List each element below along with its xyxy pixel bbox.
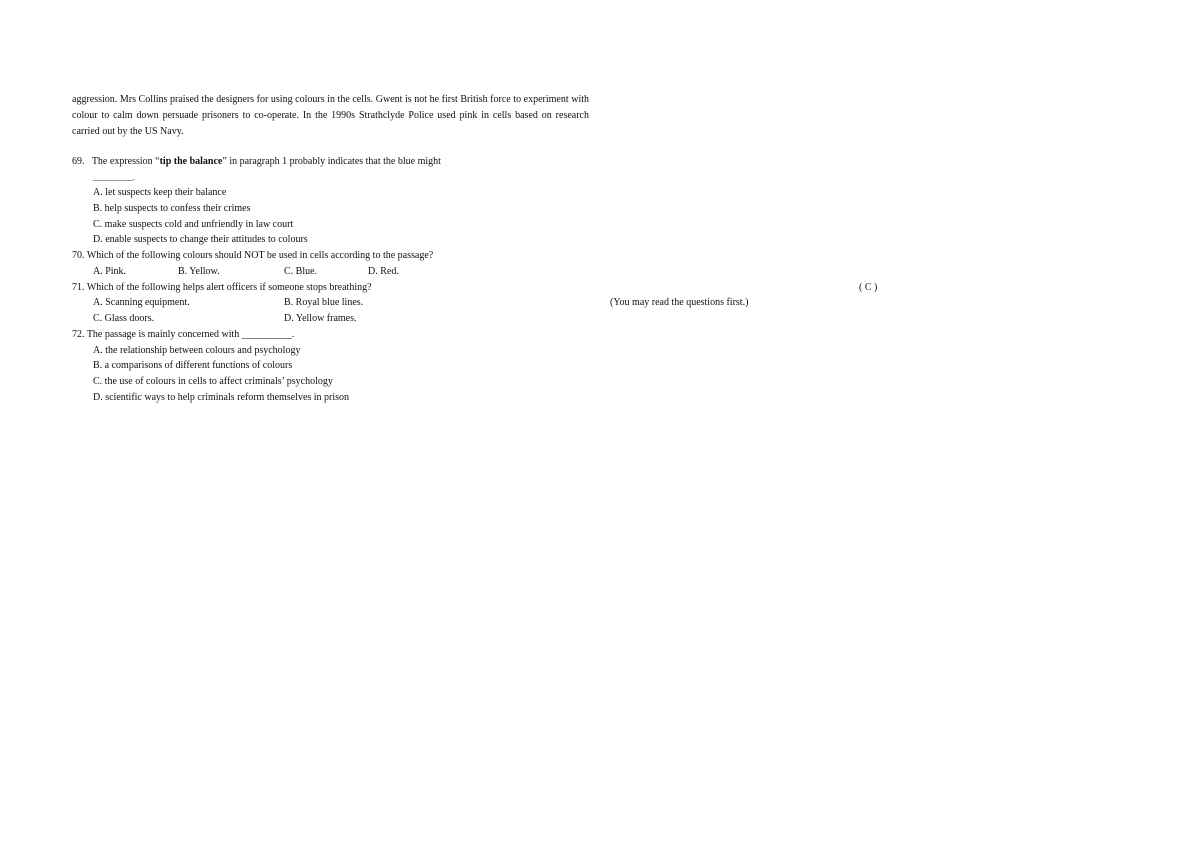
question-71-option-c: C. Glass doors. — [93, 313, 155, 324]
question-71-stem: 71. Which of the following helps alert officers if someone stops breathing? — [72, 282, 372, 293]
question-71-option-d: D. Yellow frames. — [284, 313, 357, 324]
question-69-option-c: C. make suspects cold and unfriendly in law court — [93, 219, 294, 230]
question-70-option-b: B. Yellow. — [178, 266, 220, 277]
reading-note: (You may read the questions first.) — [610, 297, 749, 308]
question-71-option-b: B. Royal blue lines. — [284, 297, 364, 308]
question-72-stem: 72. The passage is mainly concerned with __________. — [72, 329, 295, 340]
question-69-option-b: B. help suspects to confess their crimes — [93, 203, 251, 214]
passage-paragraph: aggression. Mrs Collins praised the designers for using colours in the cells. Gwent is not he first British force to experiment with colour to calm down persuade prisoners to co-operate. In the 1990s Strathclyde Police used pink in cells based on research carried out by the US Navy. — [72, 94, 589, 137]
question-70-stem: 70. Which of the following colours should NOT be used in cells according to the passage? — [72, 250, 434, 261]
question-69-option-d: D. enable suspects to change their attitudes to colours — [93, 234, 308, 245]
question-69-stem-after: ” in paragraph 1 probably indicates that the blue might — [222, 156, 441, 167]
question-69-key-phrase: tip the balance — [159, 156, 223, 167]
question-70-option-d: D. Red. — [368, 266, 399, 277]
question-69-blank: __________. — [93, 173, 135, 182]
question-72-option-d: D. scientific ways to help criminals reform themselves in prison — [93, 392, 350, 403]
question-70-option-a: A. Pink. — [93, 266, 127, 277]
question-71-option-a: A. Scanning equipment. — [93, 297, 190, 308]
question-71-answer: ( C ) — [859, 282, 878, 293]
question-72-option-b: B. a comparisons of different functions of colours — [93, 360, 293, 371]
question-72-option-a: A. the relationship between colours and psychology — [93, 345, 301, 356]
question-72-option-c: C. the use of colours in cells to affect criminals’ psychology — [93, 376, 333, 387]
question-69-stem — [72, 155, 441, 169]
question-70-option-c: C. Blue. — [284, 266, 318, 277]
question-69-number: 69. — [72, 156, 85, 167]
question-69-stem-before: The expression “ — [91, 156, 160, 167]
question-69-option-a: A. let suspects keep their balance — [93, 187, 227, 198]
